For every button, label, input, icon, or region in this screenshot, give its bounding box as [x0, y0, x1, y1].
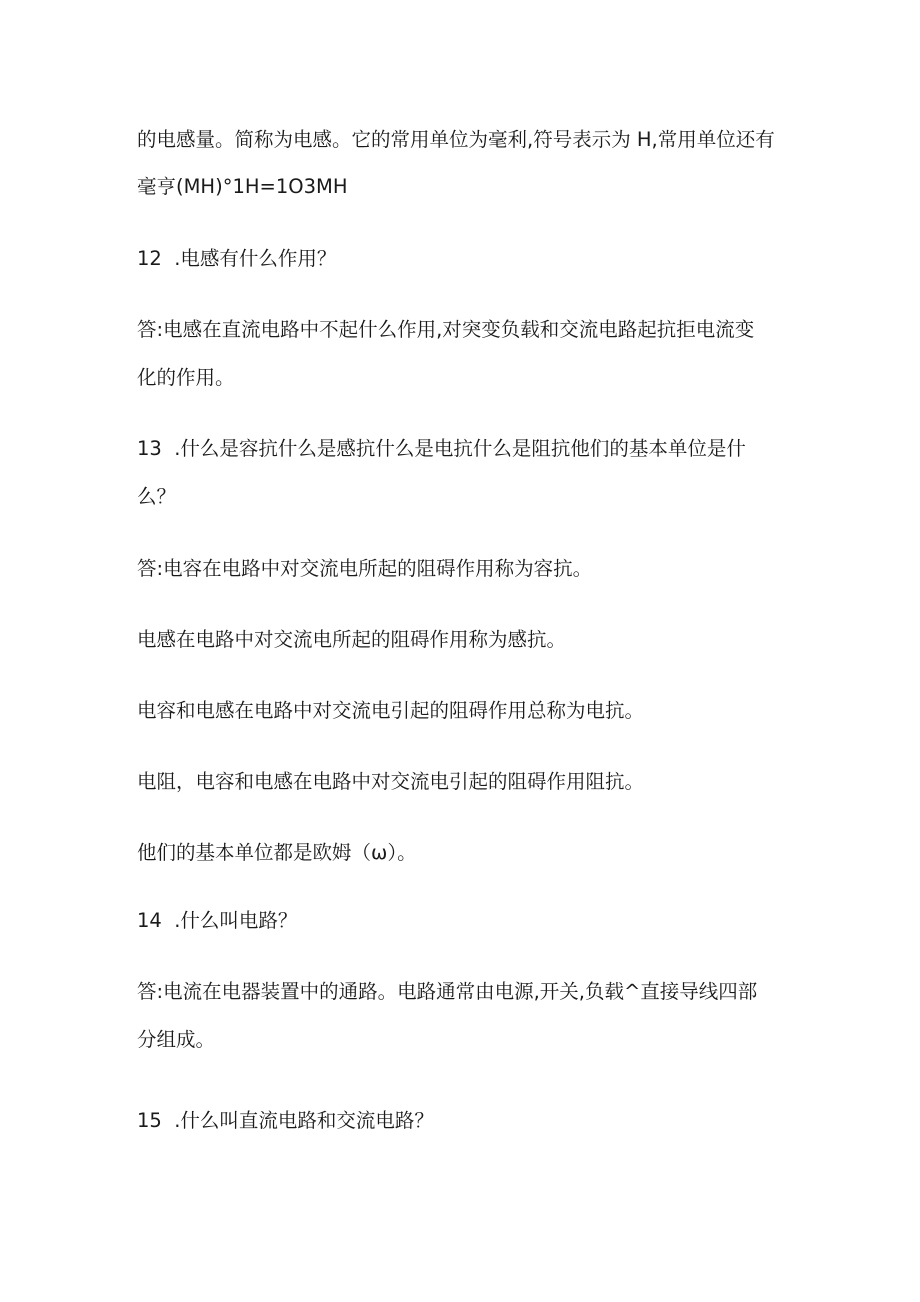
question-heading: 14 .什么叫电路？: [137, 909, 298, 932]
answer-line: 分组成。: [137, 1028, 216, 1051]
answer-line: 电容和电感在电路中对交流电引起的阻碍作用总称为电抗。: [137, 699, 645, 722]
answer-line: 电感在电路中对交流电所起的阻碍作用称为感抗。: [137, 628, 567, 651]
question-heading: 13 .什么是容抗什么是感抗什么是电抗什么是阻抗他们的基本单位是什: [137, 437, 746, 460]
question-heading: 15 .什么叫直流电路和交流电路？: [137, 1109, 434, 1132]
answer-line: 化的作用。: [137, 366, 235, 389]
text-line: 的电感量。简称为电感。它的常用单位为毫利,符号表示为 H,常用单位还有: [137, 128, 775, 151]
answer-line: 答:电感在直流电路中不起什么作用,对突变负载和交流电路起抗拒电流变: [137, 318, 755, 341]
question-heading: 么？: [137, 485, 177, 508]
answer-line: 答:电容在电路中对交流电所起的阻碍作用称为容抗。: [137, 557, 593, 580]
text-line: 毫亨(MH)°1H=1O3MH: [137, 175, 348, 198]
answer-line: 电阻，电容和电感在电路中对交流电引起的阻碍作用阻抗。: [137, 770, 645, 793]
question-heading: 12 .电感有什么作用？: [137, 247, 337, 270]
answer-line: 他们的基本单位都是欧姆（ω）。: [137, 841, 417, 864]
answer-line: 答:电流在电器装置中的通路。电路通常由电源,开关,负载^直接导线四部: [137, 980, 758, 1003]
